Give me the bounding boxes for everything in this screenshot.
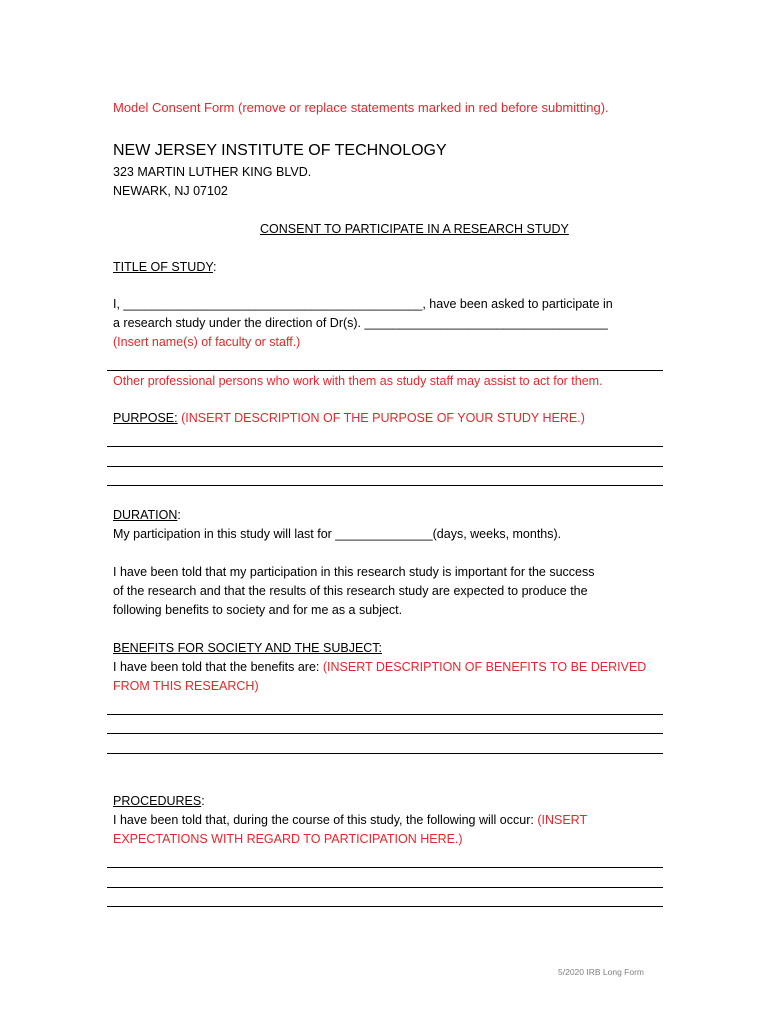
purpose-label: PURPOSE: xyxy=(113,411,178,425)
staff-note: Other professional persons who work with them as study staff may assist to act for them. xyxy=(113,374,603,388)
benefits-text-line xyxy=(113,660,646,674)
procedures-text-line xyxy=(113,813,587,827)
duration-label: DURATION xyxy=(113,508,178,522)
faculty-name-instruction: (Insert name(s) of faculty or staff.) xyxy=(113,335,301,349)
purpose-answer-line-2 xyxy=(107,466,663,467)
purpose-paren: ( xyxy=(181,411,186,425)
benefits-answer-line-3 xyxy=(107,753,663,754)
procedures-answer-line-3 xyxy=(107,906,663,907)
benefits-instruction-1: (INSERT DESCRIPTION OF BENEFITS TO BE DERIVED xyxy=(322,660,647,674)
title-of-study-colon: : xyxy=(213,260,217,274)
purpose-answer-line-1 xyxy=(107,446,663,447)
institution-name: NEW JERSEY INSTITUTE OF TECHNOLOGY xyxy=(113,142,447,159)
procedures-heading xyxy=(113,794,205,808)
procedures-instruction-1: (INSERT xyxy=(537,813,588,827)
procedures-answer-line-2 xyxy=(107,887,663,888)
form-title: CONSENT TO PARTICIPATE IN A RESEARCH STUDY xyxy=(260,222,569,236)
procedures-instruction-2: EXPECTATIONS WITH REGARD TO PARTICIPATION HERE.) xyxy=(113,832,463,846)
duration-heading xyxy=(113,508,181,522)
title-of-study xyxy=(113,260,217,274)
red-instruction-notice: Model Consent Form (remove or replace statements marked in red before submitting). xyxy=(113,100,609,115)
procedures-text: I have been told that, during the course of this study, the following will occur: xyxy=(113,813,538,827)
procedures-answer-line-1 xyxy=(107,867,663,868)
procedures-colon: : xyxy=(201,794,205,808)
duration-colon: : xyxy=(177,508,181,522)
institution-street: 323 MARTIN LUTHER KING BLVD. xyxy=(113,165,312,179)
duration-text: My participation in this study will last for ______________(days, weeks, months). xyxy=(113,527,562,541)
procedures-label: PROCEDURES xyxy=(113,794,202,808)
intro-line-2: a research study under the direction of Dr(s). ___________________________________ xyxy=(113,316,608,330)
purpose-answer-line-3 xyxy=(107,485,663,486)
importance-line-2: of the research and that the results of this research study are expected to produce the xyxy=(113,584,588,598)
title-of-study-label: TITLE OF STUDY xyxy=(113,260,214,274)
importance-line-3: following benefits to society and for me as a subject. xyxy=(113,603,403,617)
intro-line-1: I, ___________________________________________, have been asked to participate in xyxy=(113,297,613,311)
purpose-heading xyxy=(113,411,585,425)
divider-line xyxy=(107,370,663,371)
purpose-instruction: INSERT DESCRIPTION OF THE PURPOSE OF YOUR STUDY HERE.) xyxy=(185,411,585,425)
footer-version: 5/2020 IRB Long Form xyxy=(558,967,644,977)
benefits-label: BENEFITS FOR SOCIETY AND THE SUBJECT: xyxy=(113,641,383,655)
importance-line-1: I have been told that my participation in this research study is important for the success xyxy=(113,565,595,579)
benefits-answer-line-2 xyxy=(107,733,663,734)
institution-city: NEWARK, NJ 07102 xyxy=(113,184,228,198)
benefits-answer-line-1 xyxy=(107,714,663,715)
benefits-text: I have been told that the benefits are: xyxy=(113,660,323,674)
benefits-instruction-2: FROM THIS RESEARCH) xyxy=(113,679,259,693)
